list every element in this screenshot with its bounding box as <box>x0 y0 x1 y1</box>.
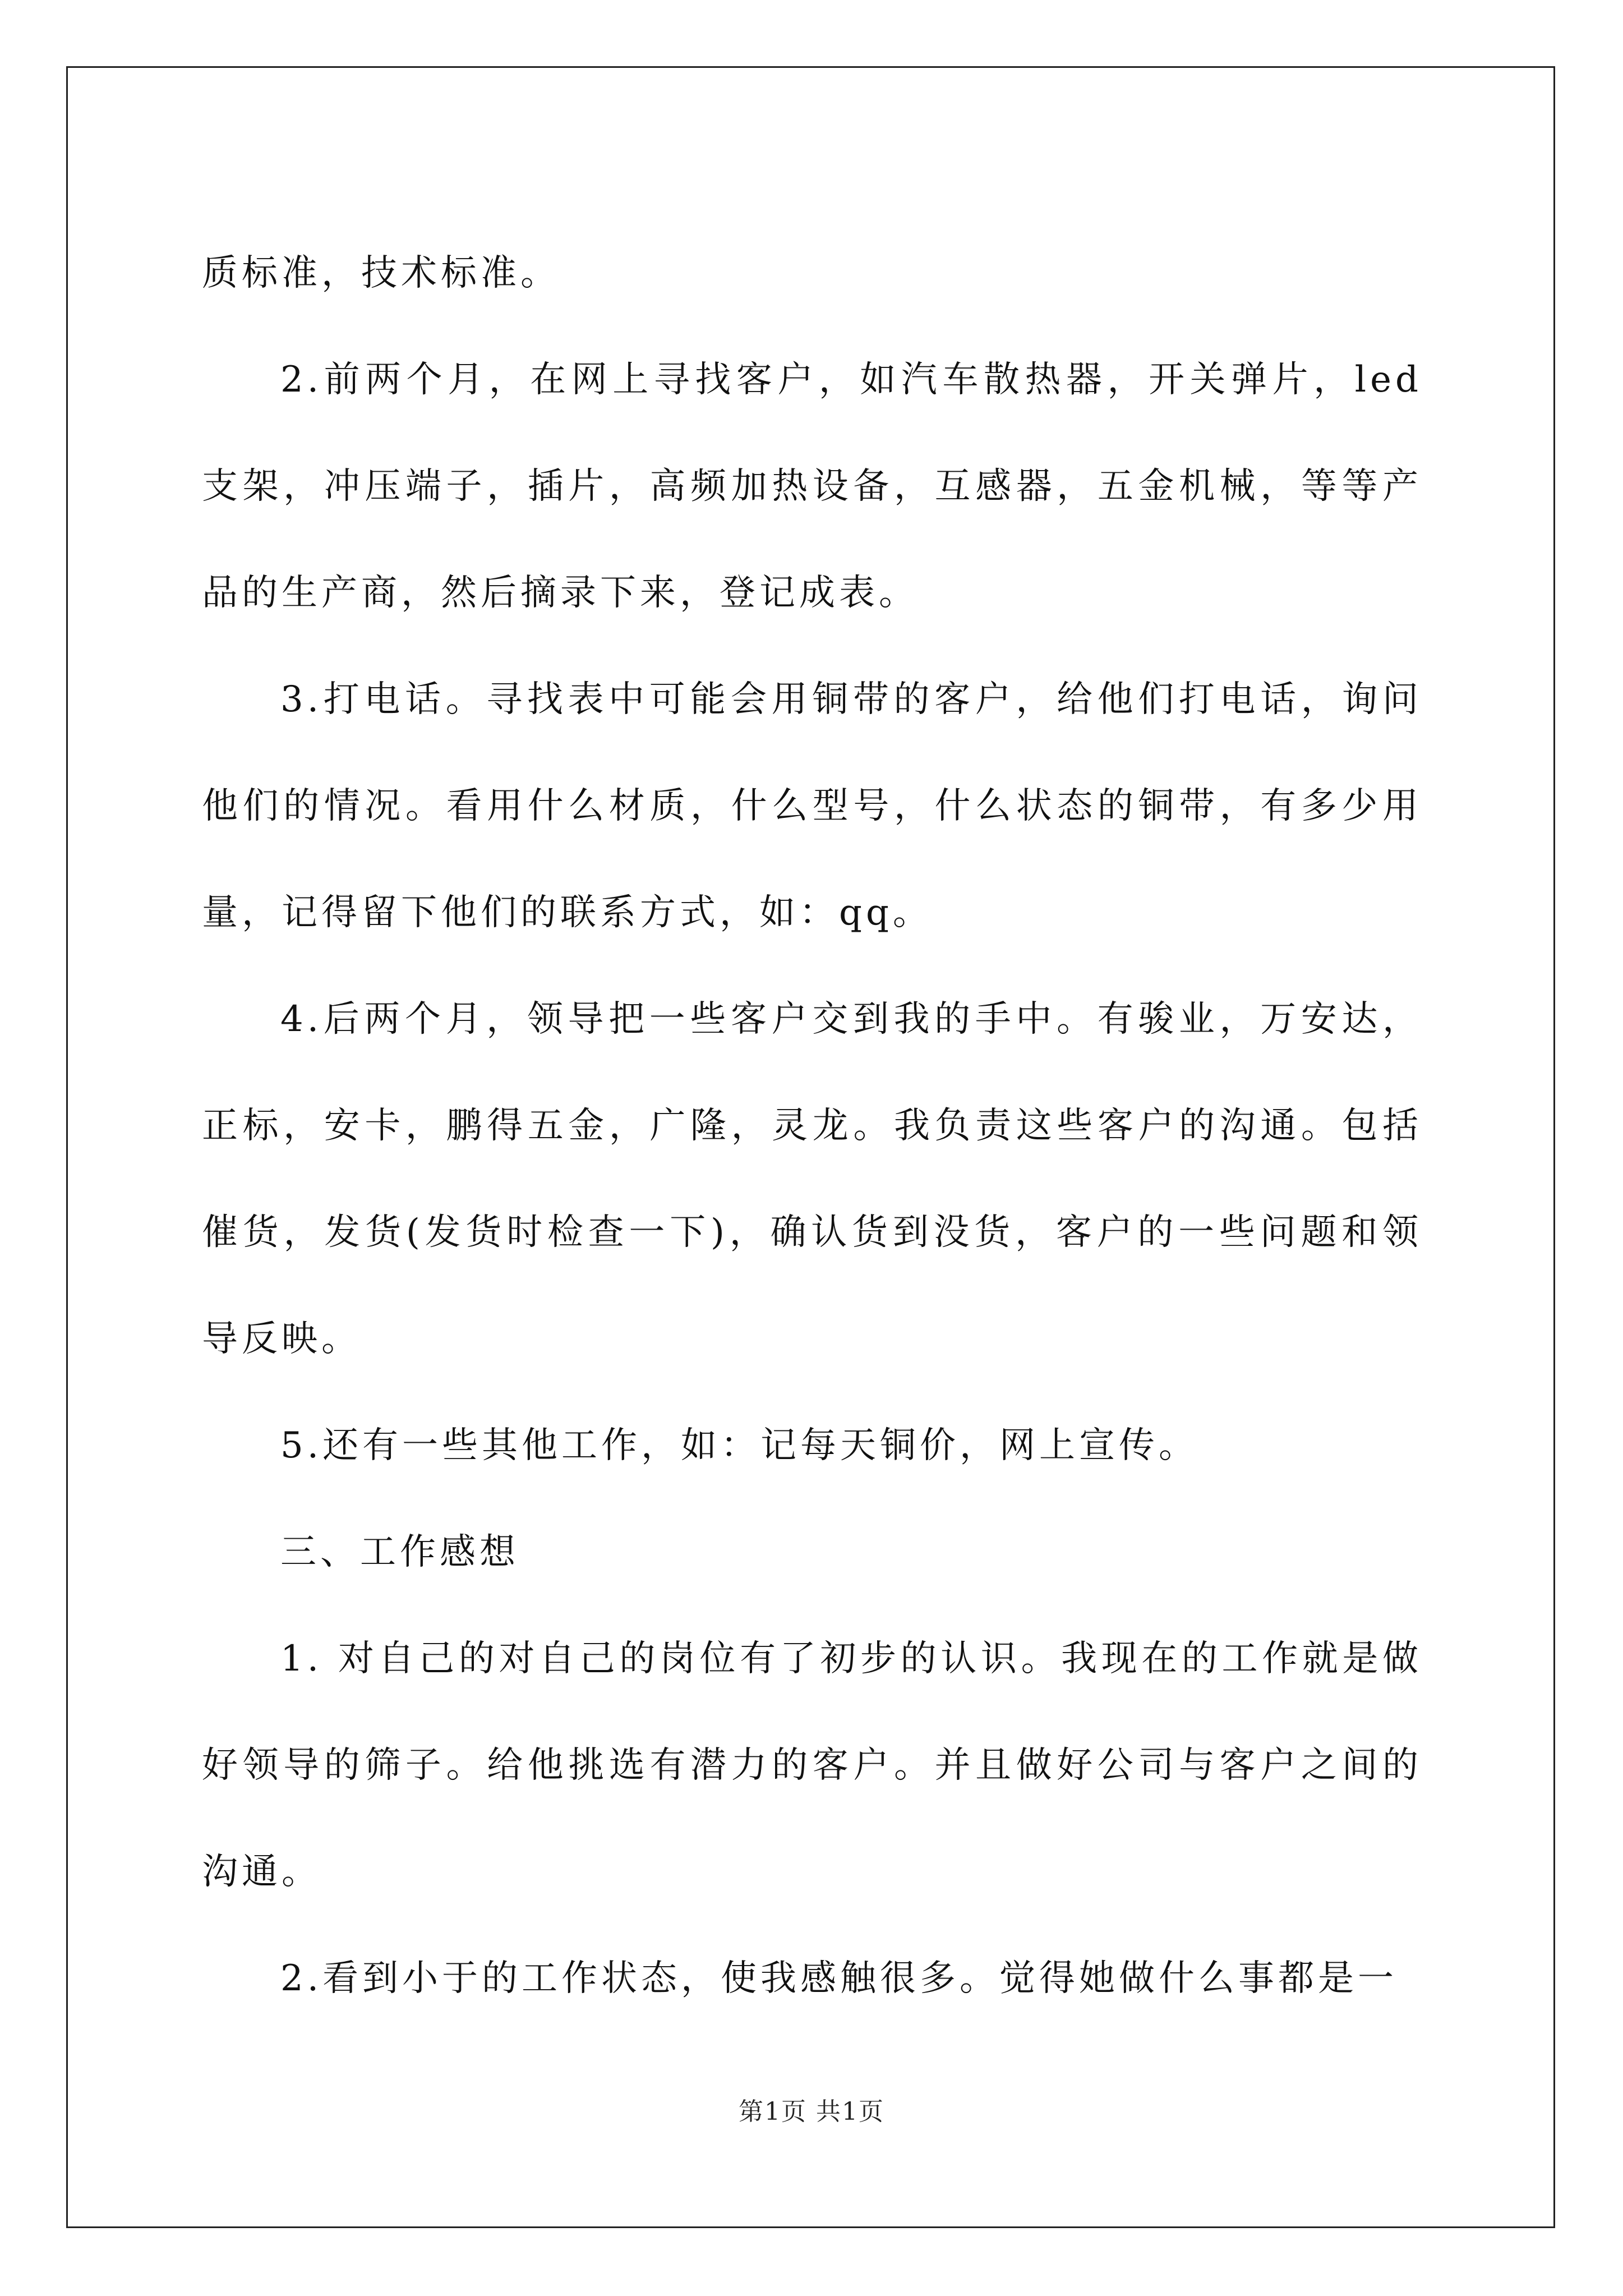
paragraph-6: 1. 对自己的对自己的岗位有了初步的认识。我现在的工作就是做好领导的筛子。给他挑选有潜力的客户。并且做好公司与客户之间的沟通。 <box>202 1638 1422 1893</box>
paragraph-7: 2.看到小于的工作状态，使我感触很多。觉得她做什么事都是一 <box>280 1958 1398 1999</box>
paragraph-1: 质标准，技术标准。 <box>202 252 560 294</box>
paragraph-4: 4.后两个月，领导把一些客户交到我的手中。有骏业，万安达，正标，安卡，鹏得五金，广隆，灵龙。我负责这些客户的沟通。包括催货，发货(发货时检查一下)，确认货到没货，客户的一些问题和领导反映。 <box>202 999 1422 1360</box>
paragraph-2: 2.前两个月，在网上寻找客户，如汽车散热器，开关弹片，led支架，冲压端子，插片，高频加热设备，互感器，五金机械，等等产品的生产商，然后摘录下来，登记成表。 <box>202 359 1422 614</box>
section-heading: 三、工作感想 <box>280 1531 519 1573</box>
document-body <box>202 220 1422 2032</box>
paragraph-5: 5.还有一些其他工作，如：记每天铜价，网上宣传。 <box>280 1425 1199 1466</box>
page-footer: 第1页 共1页 <box>739 2097 884 2126</box>
paragraph-3: 3.打电话。寻找表中可能会用铜带的客户，给他们打电话，询问他们的情况。看用什么材质，什么型号，什么状态的铜带，有多少用量，记得留下他们的联系方式，如：qq。 <box>202 679 1422 933</box>
